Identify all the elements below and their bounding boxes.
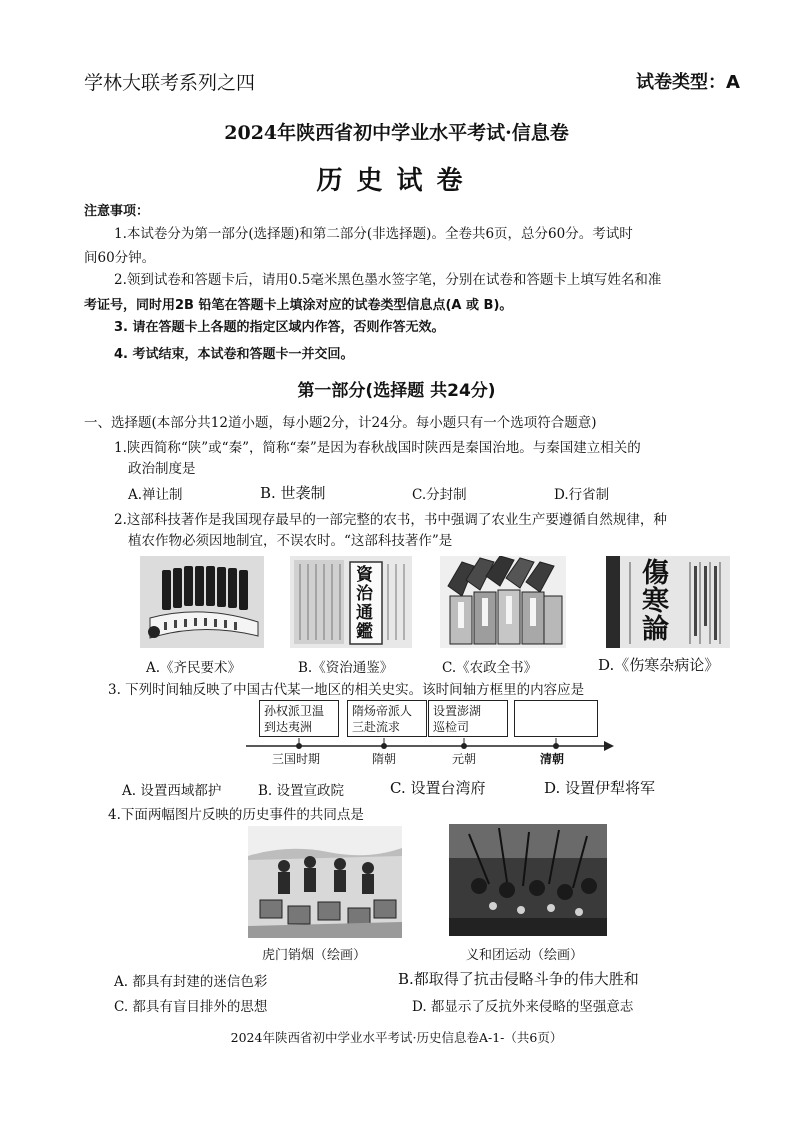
timeline-box-3: 设置澎湖 巡检司 [428, 700, 508, 737]
painting-yihetuan [449, 824, 607, 936]
timeline-label-sui: 隋朝 [372, 752, 397, 766]
timeline-label-qing: 清朝 [540, 752, 565, 766]
q1-option-a: A.禅让制 [128, 487, 183, 503]
q3-option-c: C. 设置台湾府 [390, 779, 486, 797]
notice-line-3: 3. 请在答题卡上各题的指定区域内作答，否则作答无效。 [114, 320, 445, 335]
notice-line-1a: 1.本试卷分为第一部分(选择题)和第二部分(非选择题)。全卷共6页，总分60分。考试时 [114, 226, 633, 242]
timeline-label-sanguo: 三国时期 [272, 752, 321, 766]
q2-stem-b: 植农作物必须因地制宜，不误农时。“这部科技著作”是 [128, 533, 453, 549]
photo-shanghanzabinglun [606, 556, 730, 648]
q1-stem-a: 1.陕西简称“陕”或“秦”，简称“秦”是因为春秋战国时陕西是秦国治地。与秦国建立相关的 [114, 440, 641, 456]
timeline-box-1: 孙权派卫温 到达夷洲 [259, 700, 339, 737]
book-b-title: 資治通鑑 [356, 565, 373, 642]
q1-option-c: C.分封制 [412, 487, 467, 503]
paper-type: 试卷类型：A [636, 72, 740, 93]
q1-option-d: D.行省制 [554, 487, 610, 503]
q3-option-b: B. 设置宣政院 [258, 783, 345, 799]
exam-title: 2024年陕西省初中学业水平考试·信息卷 [224, 122, 569, 144]
q2-option-a: A.《齐民要术》 [146, 660, 242, 676]
notice-heading: 注意事项： [84, 204, 150, 219]
caption-yihetuan: 义和团运动（绘画） [466, 948, 584, 963]
notice-line-2a: 2.领到试卷和答题卡后，请用0.5毫米黑色墨水签字笔，分别在试卷和答题卡上填写姓名和准 [114, 272, 662, 288]
book-d-title: 傷寒論 [642, 558, 669, 645]
q2-option-b: B.《资治通鉴》 [298, 660, 394, 676]
photo-zizhitongjian [290, 556, 412, 648]
q4-option-c: C. 都具有盲目排外的思想 [114, 999, 268, 1015]
notice-line-1b: 间60分钟。 [84, 250, 156, 266]
timeline-label-yuan: 元朝 [452, 752, 477, 766]
q3-stem: 3. 下列时间轴反映了中国古代某一地区的相关史实。该时间轴方框里的内容应是 [108, 682, 585, 698]
photo-nongzhengquanshu [440, 556, 566, 648]
caption-humen: 虎门销烟（绘画） [262, 948, 367, 963]
q4-option-b: B.都取得了抗击侵略斗争的伟大胜和 [398, 970, 639, 988]
q2-option-d: D.《伤寒杂病论》 [598, 656, 720, 674]
q4-stem: 4.下面两幅图片反映的历史事件的共同点是 [108, 807, 364, 823]
timeline-box-2: 隋炀帝派人 三赴流求 [347, 700, 427, 737]
painting-humen [248, 826, 402, 938]
q4-option-d: D. 都显示了反抗外来侵略的坚强意志 [412, 999, 634, 1015]
subject-title: 历史试卷 [316, 166, 477, 196]
exam-series: 学林大联考系列之四 [84, 72, 256, 94]
section-heading: 第一部分(选择题 共24分) [297, 381, 496, 401]
q2-option-c: C.《农政全书》 [442, 660, 538, 676]
q1-option-b: B. 世袭制 [260, 484, 326, 502]
q3-option-d: D. 设置伊犁将军 [544, 779, 656, 797]
q1-stem-b: 政治制度是 [128, 461, 196, 477]
timeline-box-4-blank [514, 700, 598, 737]
notice-line-4: 4. 考试结束，本试卷和答题卡一并交回。 [114, 347, 354, 362]
q2-stem-a: 2.这部科技著作是我国现存最早的一部完整的农书，书中强调了农业生产要遵循自然规律，种 [114, 512, 667, 528]
page-footer: 2024年陕西省初中学业水平考试·历史信息卷A-1-（共6页） [230, 1030, 563, 1045]
notice-line-2b: 考证号，同时用2B 铅笔在答题卡上填涂对应的试卷类型信息点(A 或 B)。 [84, 298, 513, 313]
photo-qiminyaoshu [140, 556, 264, 648]
q4-option-a: A. 都具有封建的迷信色彩 [114, 974, 268, 990]
choice-instruction: 一、选择题(本部分共12道小题，每小题2分，计24分。每小题只有一个选项符合题意) [84, 415, 597, 431]
q3-option-a: A. 设置西域都护 [122, 783, 222, 799]
